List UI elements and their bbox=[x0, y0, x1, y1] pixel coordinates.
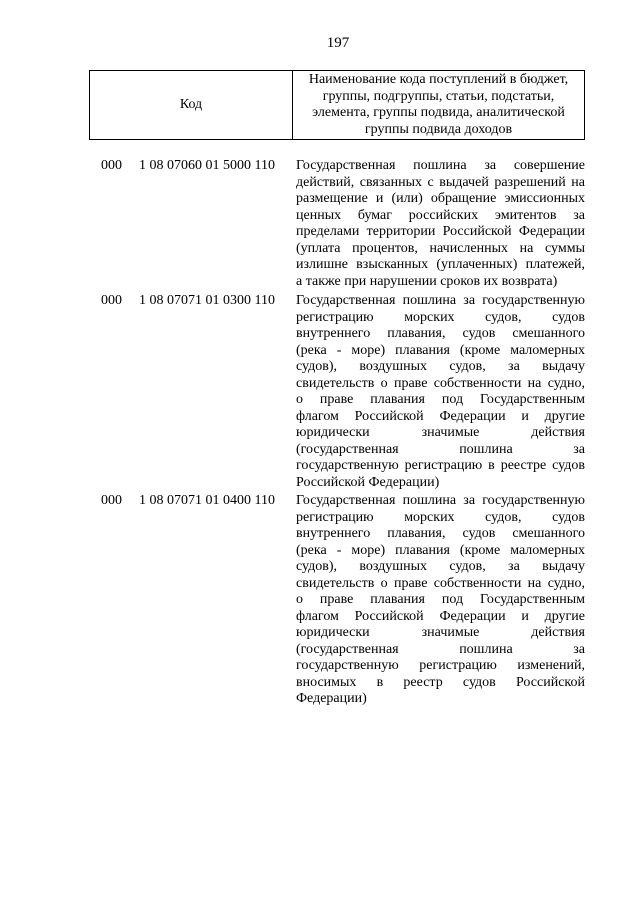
description-line: Государственная пошлина за государственную bbox=[296, 493, 585, 508]
description-line: ценных бумаг российских эмитентов за bbox=[296, 207, 585, 223]
description-line: юридически значимые действия bbox=[296, 425, 585, 440]
description-line: государственную регистрацию в реестре судов bbox=[296, 458, 585, 473]
header-code-label: Код bbox=[179, 97, 203, 112]
description-line: (уплата процентов, начисленных на суммы bbox=[296, 240, 585, 256]
row-description bbox=[296, 158, 585, 290]
description-line: регистрацию морских судов, судов bbox=[296, 309, 585, 325]
admin-code: 000 bbox=[101, 493, 122, 508]
row-description bbox=[296, 493, 585, 708]
description-line: флагом Российской Федерации и другие bbox=[296, 608, 585, 624]
description-line: флагом Российской Федерации и другие bbox=[296, 408, 585, 424]
admin-code: 000 bbox=[101, 293, 122, 308]
description-line: внутреннего плавания, судов смешанного bbox=[296, 326, 585, 341]
budget-code: 1 08 07071 01 0400 110 bbox=[139, 493, 275, 508]
description-line: о праве плавания под Государственным bbox=[296, 392, 585, 407]
header-name-line: элемента, группы подвида, аналитической bbox=[312, 105, 565, 120]
budget-code: 1 08 07071 01 0300 110 bbox=[139, 293, 275, 308]
header-name-line: Наименование кода поступлений в бюджет, bbox=[308, 72, 569, 87]
description-line: внутреннего плавания, судов смешанного bbox=[296, 526, 585, 541]
description-line: размещение и (или) обращение эмиссионных bbox=[296, 191, 585, 206]
header-name-line: группы подвида доходов bbox=[364, 121, 513, 137]
description-line: Государственная пошлина за совершение bbox=[296, 158, 585, 173]
description-line: пределами территории Российской Федерации bbox=[296, 224, 585, 239]
description-line: Российской Федерации) bbox=[296, 474, 440, 490]
description-line: излишне взысканных (уплаченных) платежей, bbox=[296, 257, 585, 272]
header-name-line: группы, подгруппы, статьи, подстатьи, bbox=[322, 88, 555, 104]
page-number: 197 bbox=[326, 35, 350, 51]
description-line: регистрацию морских судов, судов bbox=[296, 509, 585, 525]
header-code-cell bbox=[90, 71, 293, 139]
description-line: действий, связанных с выдачей разрешений на bbox=[296, 174, 585, 190]
description-line: свидетельств о праве собственности на судно, bbox=[296, 375, 585, 391]
description-line: Федерации) bbox=[296, 691, 367, 706]
description-line: юридически значимые действия bbox=[296, 625, 585, 640]
description-line: (государственная пошлина за bbox=[296, 641, 585, 657]
description-line: судов), воздушных судов, за выдачу bbox=[296, 359, 585, 374]
table-header bbox=[89, 70, 585, 140]
admin-code: 000 bbox=[101, 158, 122, 173]
row-description bbox=[296, 293, 585, 491]
header-name-cell bbox=[293, 71, 584, 139]
description-line: (река - море) плавания (кроме маломерных bbox=[296, 342, 585, 358]
description-line: государственную регистрацию изменений, bbox=[296, 658, 585, 673]
description-line: Государственная пошлина за государственную bbox=[296, 293, 585, 308]
description-line: свидетельств о праве собственности на судно, bbox=[296, 575, 585, 591]
description-line: (река - море) плавания (кроме маломерных bbox=[296, 542, 585, 558]
budget-code: 1 08 07060 01 5000 110 bbox=[139, 158, 275, 173]
description-line: о праве плавания под Государственным bbox=[296, 592, 585, 607]
description-line: а также при нарушении сроков их возврата) bbox=[296, 273, 558, 289]
description-line: (государственная пошлина за bbox=[296, 441, 585, 457]
description-line: судов), воздушных судов, за выдачу bbox=[296, 559, 585, 574]
description-line: вносимых в реестр судов Российской bbox=[296, 674, 585, 690]
